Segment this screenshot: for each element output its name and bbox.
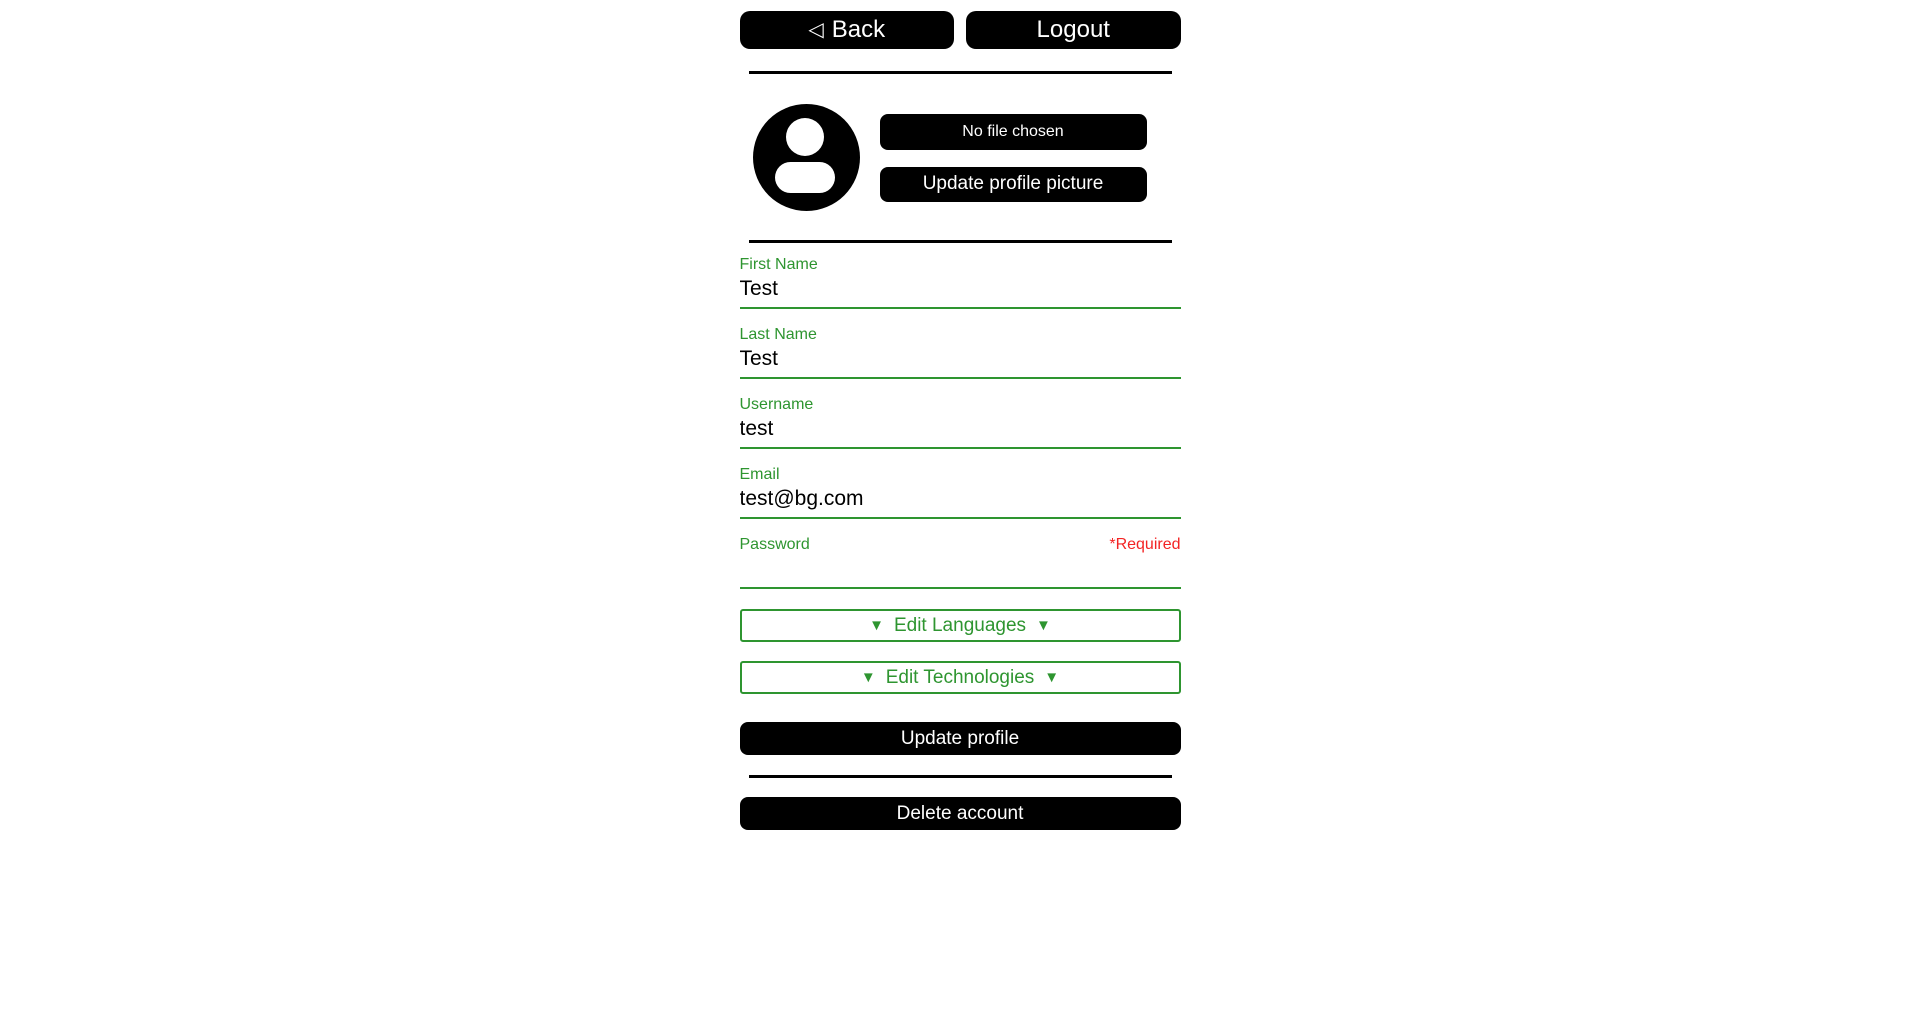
email-field [740, 449, 1181, 519]
avatar [753, 104, 860, 211]
divider-top [749, 71, 1172, 74]
divider-danger [749, 775, 1172, 778]
username-label: Username [739, 396, 814, 413]
edit-languages-button[interactable] [740, 609, 1181, 642]
edit-technologies-button[interactable] [740, 661, 1181, 694]
chevron-down-icon: ▼ [1044, 669, 1060, 686]
username-field [740, 379, 1181, 449]
file-input[interactable] [880, 114, 1147, 150]
user-avatar-icon [753, 104, 860, 211]
first-name-field [740, 243, 1181, 309]
password-label: Password [739, 536, 810, 553]
last-name-field [740, 309, 1181, 379]
username-input[interactable] [740, 414, 1181, 449]
delete-account-button[interactable] [740, 797, 1181, 830]
update-picture-label: Update profile picture [922, 173, 1104, 194]
profile-page [740, 0, 1181, 830]
last-name-label: Last Name [739, 326, 817, 343]
back-button-label: Back [831, 16, 886, 43]
delete-account-label: Delete account [896, 802, 1024, 824]
chevron-down-icon: ▼ [869, 617, 884, 634]
update-profile-label: Update profile [900, 727, 1020, 749]
file-input-label: No file chosen [962, 122, 1064, 140]
email-input[interactable] [740, 484, 1181, 519]
edit-technologies-label: Edit Technologies [885, 666, 1035, 688]
logout-button[interactable] [966, 11, 1181, 49]
first-name-input[interactable] [740, 274, 1181, 309]
picture-buttons [880, 114, 1147, 202]
password-input[interactable] [740, 554, 1181, 589]
logout-button-label: Logout [1036, 16, 1110, 43]
update-profile-button[interactable] [740, 722, 1181, 755]
edit-languages-label: Edit Languages [893, 614, 1027, 636]
email-label: Email [739, 466, 780, 483]
chevron-down-icon: ▼ [860, 669, 876, 686]
first-name-label: First Name [739, 256, 818, 273]
update-picture-button[interactable] [880, 167, 1147, 202]
password-field [740, 519, 1181, 589]
password-label-row [740, 535, 1181, 554]
last-name-input[interactable] [740, 344, 1181, 379]
profile-picture-section [753, 104, 1181, 211]
topbar [740, 11, 1181, 49]
chevron-down-icon: ▼ [1036, 617, 1051, 634]
required-note: *Required [1109, 536, 1181, 553]
back-button[interactable] [740, 11, 955, 49]
back-arrow-icon: ◁ [808, 19, 824, 41]
